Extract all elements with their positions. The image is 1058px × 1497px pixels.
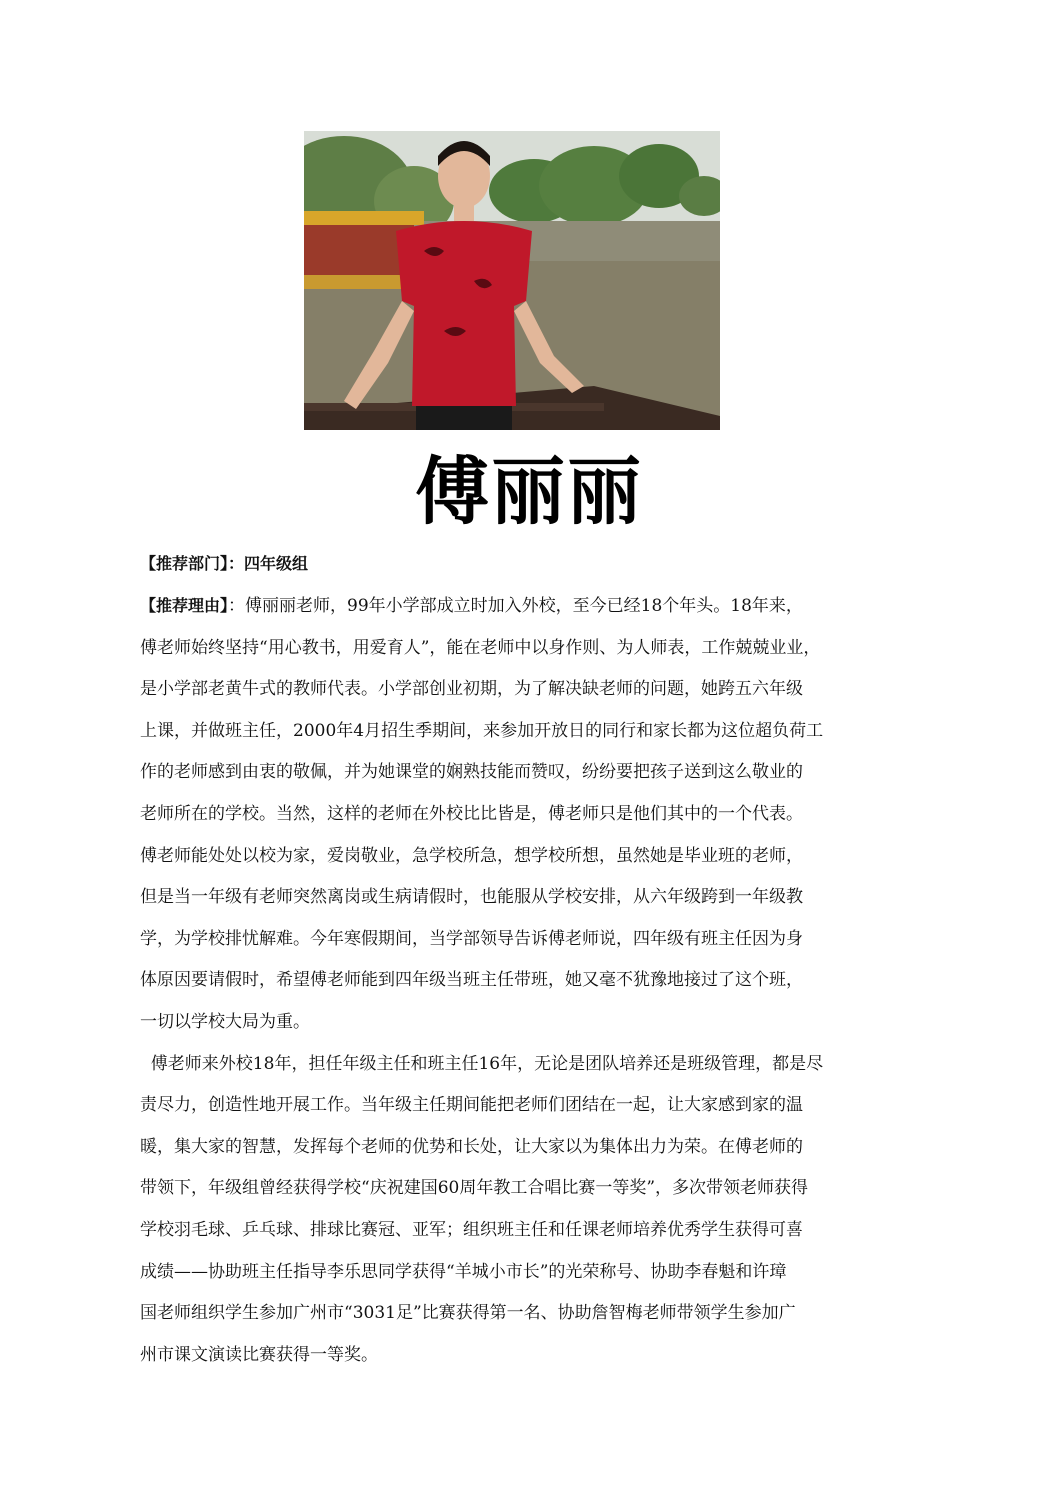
reason-line: 老师所在的学校。当然，这样的老师在外校比比皆是，傅老师只是他们其中的一个代表。	[140, 804, 803, 824]
department-label: 【推荐部门】：	[140, 554, 245, 573]
portrait-photo-icon	[304, 131, 720, 430]
department-line	[140, 552, 308, 576]
reason-line: 责尽力，创造性地开展工作。当年级主任期间能把老师们团结在一起，让大家感到家的温	[140, 1095, 803, 1115]
reason-text: ：傅丽丽老师，99年小学部成立时加入外校，至今已经18个年头。18年来，	[228, 596, 803, 616]
reason-line: 暖，集大家的智慧，发挥每个老师的优势和长处，让大家以为集体出力为荣。在傅老师的	[140, 1137, 803, 1157]
reason-label: 【推荐理由】	[140, 596, 229, 615]
reason-line: 是小学部老黄牛式的教师代表。小学部创业初期，为了解决缺老师的问题，她跨五六年级	[140, 679, 803, 699]
reason-line: 上课，并做班主任，2000年4月招生季期间，来参加开放日的同行和家长都为这位超负荷工	[140, 721, 824, 741]
reason-line	[140, 594, 803, 618]
reason-line: 傅老师能处处以校为家，爱岗敬业，急学校所急，想学校所想，虽然她是毕业班的老师，	[140, 846, 803, 866]
reason-line: 成绩——协助班主任指导李乐思同学获得“羊城小市长”的光荣称号、协助李春魁和许璋	[140, 1262, 787, 1282]
reason-line: 傅老师始终坚持“用心教书，用爱育人”，能在老师中以身作则、为人师表，工作兢兢业业，	[140, 638, 821, 658]
reason-line: 傅老师来外校18年，担任年级主任和班主任16年，无论是团队培养还是班级管理，都是尽	[140, 1054, 824, 1074]
portrait-photo	[304, 131, 720, 430]
reason-line: 国老师组织学生参加广州市“3031足”比赛获得第一名、协助詹智梅老师带领学生参加广	[140, 1303, 796, 1323]
reason-line: 一切以学校大局为重。	[140, 1012, 310, 1032]
reason-line: 体原因要请假时，希望傅老师能到四年级当班主任带班，她又毫不犹豫地接过了这个班，	[140, 970, 803, 990]
person-name: 傅丽丽	[415, 449, 643, 535]
reason-line: 带领下，年级组曾经获得学校“庆祝建国60周年教工合唱比赛一等奖”，多次带领老师获得	[140, 1178, 809, 1198]
reason-line: 作的老师感到由衷的敬佩，并为她课堂的娴熟技能而赞叹，纷纷要把孩子送到这么敬业的	[140, 762, 803, 782]
department-value: 四年级组	[244, 554, 309, 573]
reason-line: 州市课文演读比赛获得一等奖。	[140, 1345, 378, 1365]
reason-line: 学，为学校排忧解难。今年寒假期间，当学部领导告诉傅老师说，四年级有班主任因为身	[140, 929, 803, 949]
reason-line: 但是当一年级有老师突然离岗或生病请假时，也能服从学校安排，从六年级跨到一年级教	[140, 887, 803, 907]
reason-line: 学校羽毛球、乒乓球、排球比赛冠、亚军；组织班主任和任课老师培养优秀学生获得可喜	[140, 1220, 803, 1240]
